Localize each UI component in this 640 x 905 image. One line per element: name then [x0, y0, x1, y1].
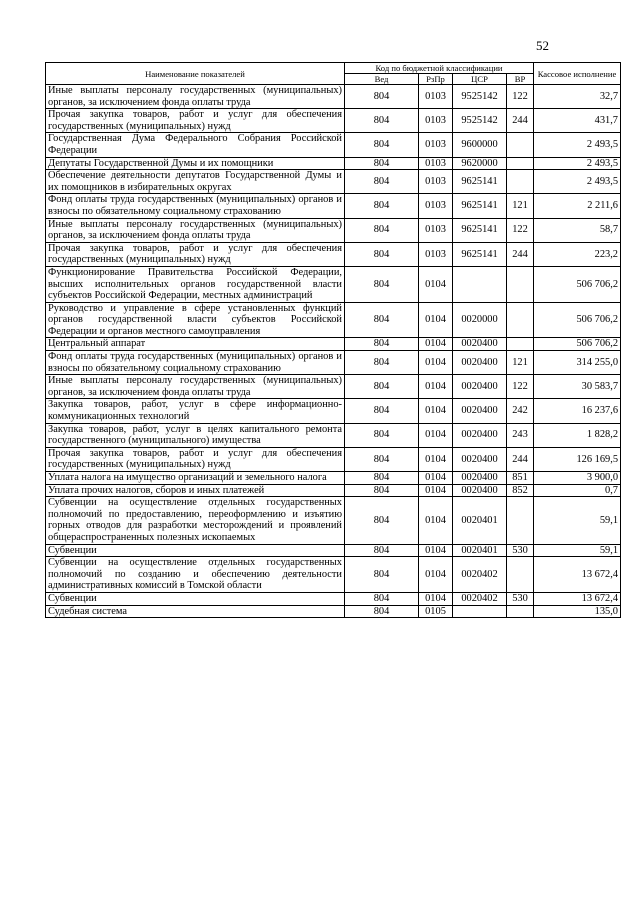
row-amount: 314 255,0	[534, 351, 621, 375]
row-name: Прочая закупка товаров, работ и услуг для обеспечения государственных (муниципальных) нужд	[46, 447, 345, 471]
row-vr	[507, 302, 534, 338]
page-number: 52	[536, 38, 549, 53]
row-rzpr: 0104	[419, 557, 453, 593]
row-vr: 530	[507, 592, 534, 605]
table-row	[46, 194, 621, 218]
row-amount: 506 706,2	[534, 302, 621, 338]
row-vr	[507, 133, 534, 157]
row-csr	[453, 605, 507, 618]
row-amount: 58,7	[534, 218, 621, 242]
row-ved: 804	[345, 544, 419, 557]
row-name: Иные выплаты персоналу государственных (муниципальных) органов, за исключением фонда оплаты труда	[46, 375, 345, 399]
row-ved: 804	[345, 266, 419, 302]
row-csr: 0020400	[453, 472, 507, 485]
header-amount: Кассовое исполнение	[534, 63, 621, 85]
row-vr	[507, 557, 534, 593]
row-csr: 0020401	[453, 544, 507, 557]
row-vr	[507, 605, 534, 618]
row-csr: 0020400	[453, 423, 507, 447]
table-row	[46, 351, 621, 375]
row-rzpr: 0104	[419, 497, 453, 544]
row-amount: 13 672,4	[534, 592, 621, 605]
row-ved: 804	[345, 242, 419, 266]
header-ved: Вед	[345, 74, 419, 85]
row-rzpr: 0103	[419, 85, 453, 109]
row-amount: 1 828,2	[534, 423, 621, 447]
row-amount: 16 237,6	[534, 399, 621, 423]
row-amount: 30 583,7	[534, 375, 621, 399]
row-name: Уплата налога на имущество организаций и земельного налога	[46, 472, 345, 485]
row-name: Государственная Дума Федерального Собрания Российской Федерации	[46, 133, 345, 157]
row-name: Уплата прочих налогов, сборов и иных платежей	[46, 484, 345, 497]
row-csr: 9600000	[453, 133, 507, 157]
row-name: Субвенции	[46, 592, 345, 605]
row-csr: 9625141	[453, 242, 507, 266]
row-ved: 804	[345, 399, 419, 423]
row-amount: 2 493,5	[534, 170, 621, 194]
row-ved: 804	[345, 133, 419, 157]
header-csr: ЦСР	[453, 74, 507, 85]
table-row	[46, 605, 621, 618]
row-rzpr: 0104	[419, 544, 453, 557]
table-row	[46, 399, 621, 423]
row-csr: 0020400	[453, 375, 507, 399]
row-name: Функционирование Правительства Российской Федерации, высших исполнительных органов государственной власти субъектов Российской Федерации, местных администраций	[46, 266, 345, 302]
row-name: Фонд оплаты труда государственных (муниципальных) органов и взносы по обязательному социальному страхованию	[46, 351, 345, 375]
row-amount: 32,7	[534, 85, 621, 109]
row-ved: 804	[345, 218, 419, 242]
row-csr: 9525142	[453, 85, 507, 109]
row-ved: 804	[345, 447, 419, 471]
table-row	[46, 302, 621, 338]
row-vr: 122	[507, 85, 534, 109]
row-vr: 121	[507, 351, 534, 375]
table-row	[46, 557, 621, 593]
row-name: Прочая закупка товаров, работ и услуг для обеспечения государственных (муниципальных) нужд	[46, 109, 345, 133]
row-ved: 804	[345, 351, 419, 375]
row-amount: 135,0	[534, 605, 621, 618]
row-ved: 804	[345, 302, 419, 338]
row-amount: 223,2	[534, 242, 621, 266]
row-csr: 0020400	[453, 484, 507, 497]
row-csr: 9625141	[453, 218, 507, 242]
row-name: Прочая закупка товаров, работ и услуг для обеспечения государственных (муниципальных) нужд	[46, 242, 345, 266]
row-name: Руководство и управление в сфере установленных функций органов государственной власти субъектов Российской Федерации и органов местного самоуправления	[46, 302, 345, 338]
table-row	[46, 338, 621, 351]
header-vr: ВР	[507, 74, 534, 85]
row-rzpr: 0103	[419, 109, 453, 133]
row-amount: 431,7	[534, 109, 621, 133]
row-ved: 804	[345, 109, 419, 133]
table-row	[46, 484, 621, 497]
row-name: Иные выплаты персоналу государственных (муниципальных) органов, за исключением фонда оплаты труда	[46, 218, 345, 242]
row-name: Обеспечение деятельности депутатов Государственной Думы и их помощников в избирательных округах	[46, 170, 345, 194]
row-ved: 804	[345, 605, 419, 618]
row-csr: 0020400	[453, 447, 507, 471]
row-name: Субвенции на осуществление отдельных государственных полномочий по предоставлению, переоформлению и изъятию горных отводов для разработки месторождений и проявлений общераспространенных полезных ископаемых	[46, 497, 345, 544]
row-name: Центральный аппарат	[46, 338, 345, 351]
row-rzpr: 0103	[419, 218, 453, 242]
row-ved: 804	[345, 375, 419, 399]
row-csr: 9620000	[453, 157, 507, 170]
table-row	[46, 85, 621, 109]
row-csr: 0020401	[453, 497, 507, 544]
row-ved: 804	[345, 170, 419, 194]
row-amount: 506 706,2	[534, 338, 621, 351]
row-ved: 804	[345, 423, 419, 447]
row-rzpr: 0104	[419, 338, 453, 351]
row-ved: 804	[345, 194, 419, 218]
row-amount: 126 169,5	[534, 447, 621, 471]
row-name: Депутаты Государственной Думы и их помощники	[46, 157, 345, 170]
row-ved: 804	[345, 592, 419, 605]
row-rzpr: 0104	[419, 302, 453, 338]
table-row	[46, 266, 621, 302]
row-rzpr: 0103	[419, 157, 453, 170]
row-vr: 242	[507, 399, 534, 423]
row-vr: 121	[507, 194, 534, 218]
table-row	[46, 592, 621, 605]
row-rzpr: 0104	[419, 592, 453, 605]
row-rzpr: 0104	[419, 423, 453, 447]
row-csr: 0020400	[453, 399, 507, 423]
row-vr: 243	[507, 423, 534, 447]
table-row	[46, 109, 621, 133]
row-rzpr: 0104	[419, 399, 453, 423]
table-row	[46, 447, 621, 471]
header-code-group: Код по бюджетной классификации	[345, 63, 534, 74]
table-row	[46, 157, 621, 170]
header-rzpr: РзПр	[419, 74, 453, 85]
row-amount: 2 493,5	[534, 133, 621, 157]
row-vr: 851	[507, 472, 534, 485]
table-row	[46, 242, 621, 266]
row-vr	[507, 157, 534, 170]
row-rzpr: 0105	[419, 605, 453, 618]
row-amount: 13 672,4	[534, 557, 621, 593]
table-row	[46, 375, 621, 399]
row-vr	[507, 266, 534, 302]
row-amount: 2 211,6	[534, 194, 621, 218]
row-vr: 244	[507, 447, 534, 471]
row-ved: 804	[345, 497, 419, 544]
row-amount: 3 900,0	[534, 472, 621, 485]
table-row	[46, 497, 621, 544]
row-rzpr: 0103	[419, 170, 453, 194]
budget-execution-table	[45, 62, 621, 618]
table-row	[46, 472, 621, 485]
row-ved: 804	[345, 484, 419, 497]
row-amount: 59,1	[534, 544, 621, 557]
row-amount: 0,7	[534, 484, 621, 497]
row-ved: 804	[345, 85, 419, 109]
row-vr	[507, 338, 534, 351]
row-rzpr: 0104	[419, 472, 453, 485]
row-csr: 0020000	[453, 302, 507, 338]
row-csr: 0020400	[453, 338, 507, 351]
row-csr	[453, 266, 507, 302]
table-row	[46, 423, 621, 447]
row-vr: 122	[507, 218, 534, 242]
row-rzpr: 0104	[419, 484, 453, 497]
row-vr: 244	[507, 109, 534, 133]
row-rzpr: 0103	[419, 242, 453, 266]
row-name: Иные выплаты персоналу государственных (муниципальных) органов, за исключением фонда оплаты труда	[46, 85, 345, 109]
row-rzpr: 0104	[419, 447, 453, 471]
row-ved: 804	[345, 557, 419, 593]
row-rzpr: 0103	[419, 133, 453, 157]
row-ved: 804	[345, 157, 419, 170]
row-rzpr: 0104	[419, 266, 453, 302]
row-amount: 506 706,2	[534, 266, 621, 302]
row-csr: 9625141	[453, 170, 507, 194]
row-name: Закупка товаров, работ, услуг в сфере информационно-коммуникационных технологий	[46, 399, 345, 423]
row-amount: 59,1	[534, 497, 621, 544]
row-csr: 0020402	[453, 592, 507, 605]
row-name: Субвенции на осуществление отдельных государственных полномочий по созданию и обеспечению деятельности административных комиссий в Томской области	[46, 557, 345, 593]
row-ved: 804	[345, 338, 419, 351]
row-vr: 122	[507, 375, 534, 399]
table-row	[46, 218, 621, 242]
row-rzpr: 0104	[419, 375, 453, 399]
table-row	[46, 133, 621, 157]
row-name: Судебная система	[46, 605, 345, 618]
table-row	[46, 170, 621, 194]
row-name: Субвенции	[46, 544, 345, 557]
row-csr: 9525142	[453, 109, 507, 133]
table-row	[46, 544, 621, 557]
row-vr: 530	[507, 544, 534, 557]
row-rzpr: 0104	[419, 351, 453, 375]
row-ved: 804	[345, 472, 419, 485]
row-csr: 9625141	[453, 194, 507, 218]
row-vr	[507, 170, 534, 194]
row-rzpr: 0103	[419, 194, 453, 218]
row-vr	[507, 497, 534, 544]
row-name: Фонд оплаты труда государственных (муниципальных) органов и взносы по обязательному социальному страхованию	[46, 194, 345, 218]
row-csr: 0020402	[453, 557, 507, 593]
row-amount: 2 493,5	[534, 157, 621, 170]
row-vr: 244	[507, 242, 534, 266]
row-csr: 0020400	[453, 351, 507, 375]
header-name: Наименование показателей	[46, 63, 345, 85]
row-vr: 852	[507, 484, 534, 497]
row-name: Закупка товаров, работ, услуг в целях капитального ремонта государственного (муниципального) имущества	[46, 423, 345, 447]
